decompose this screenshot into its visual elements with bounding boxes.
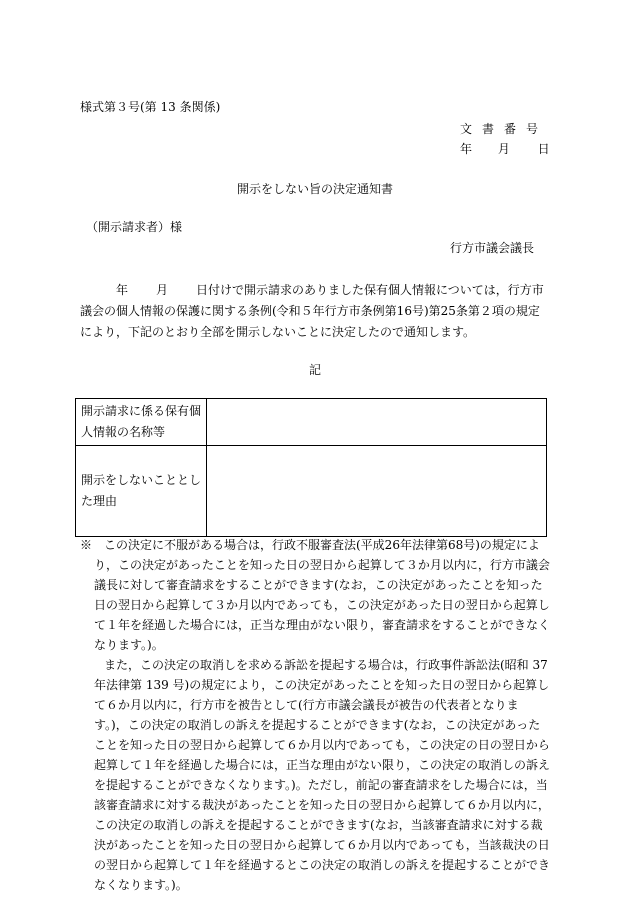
body-month: 月 (156, 283, 169, 297)
note-paragraph-1: ※ この決定に不服がある場合は，行政不服審査法(平成26年法律第68号)の規定により，この決定があったことを知った日の翌日から起算して３か月以内に，行方市議会議長に対して審査請求をすることができます(なお，この決定があったことを知った日の翌日から起算して３か月以内であっても，この決定があった日の翌日から起算して１年を経過した場合には，正当な理由がない限り，審査請求をすることができなくなります。)。 (80, 538, 551, 652)
info-name-value (207, 399, 547, 446)
info-name-label: 開示請求に係る保有個人情報の名称等 (76, 399, 207, 446)
note-paragraph-2: また，この決定の取消しを求める訴訟を提起する場合は，行政事件訴訟法(昭和 37 年法律第 139 号)の規定により，この決定があったことを知った日の翌日から起算して６か月以内に，行方市を被告として(行方市議会議長が被告の代表者となります。)，この決定の取消しの訴えを提起することができます(なお，この決定があったことを知った日の翌日から起算して６か月以内であっても，この決定の日の翌日から起算して１年を経過した場合には，正当な理由がない限り，この決定の取消しの訴えを提起することができなくなります。)。ただし，前記の審査請求をした場合には，当該審査請求に対する裁決があったことを知った日の翌日から起算して６か月以内に，この決定の取消しの訴えを提起することができます(なお，当該審査請求に対する裁決があったことを知った日の翌日から起算して６か月以内であっても，当該裁決の日の翌日から起算して１年を経過するとこの決定の取消しの訴えを提起することができなくなります。)。 (94, 658, 551, 892)
form-number: 様式第３号(第 13 条関係) (80, 100, 221, 114)
recipient-line: （開示請求者）様 (86, 220, 183, 234)
reason-label: 開示をしないこととした理由 (76, 446, 207, 537)
document-date (460, 140, 550, 157)
date-year: 年 (460, 142, 473, 156)
info-table (75, 398, 547, 537)
notes-section (80, 535, 552, 895)
body-year: 年 (116, 283, 129, 297)
date-day: 日 (537, 142, 550, 156)
reason-value (207, 446, 547, 537)
ki-heading: 記 (308, 363, 321, 377)
date-month: 月 (497, 142, 510, 156)
document-number-label: 文書番号 (460, 122, 549, 136)
table-row (76, 446, 547, 537)
table-row (76, 399, 547, 446)
page-title: 開示をしない旨の決定通知書 (236, 182, 393, 196)
notice-body (80, 280, 548, 343)
sender-line: 行方市議会議長 (450, 241, 535, 255)
body-text: 日付けで開示請求のありました保有個人情報については，行方市議会の個人情報の保護に関する条例(令和５年行方市条例第16号)第25条第２項の規定により，下記のとおり全部を開示しないことに決定したので通知します。 (80, 283, 544, 339)
